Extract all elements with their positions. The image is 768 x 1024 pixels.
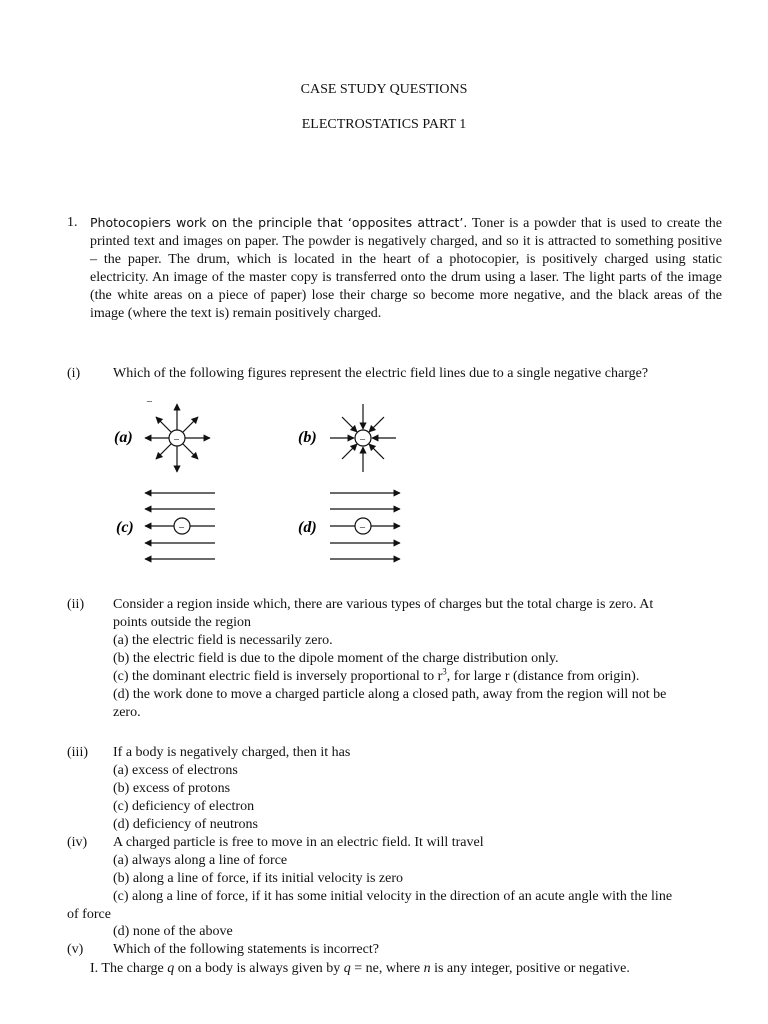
subquestion-label: (v) — [67, 942, 84, 957]
option-c-text-end: , for large r (distance from origin). — [446, 669, 640, 684]
figure-d-charge: – — [360, 522, 365, 533]
subquestion-label: (iii) — [67, 745, 88, 760]
option-a: (a) always along a line of force — [113, 853, 288, 868]
option-c-exponent: 3 — [442, 666, 447, 677]
figure-b — [298, 404, 396, 472]
passage-text: Toner is a powder that is used to create the printed text and images on paper. The powder is negatively charged, and so it is attracted to something positive – the paper. The drum, which is located in the heart of a photocopier, is positively charged using static electricity. An image of the master copy is transferred onto the drum using a laser. The light parts of the image (the white areas on a piece of paper) lose their charge so become more negative, and the black areas of the image (where the text is) remain positively charged. — [90, 216, 722, 321]
figure-d — [298, 493, 400, 559]
statement-text: = ne, where — [350, 961, 424, 976]
subquestion-text: Which of the following statements is incorrect? — [113, 942, 379, 957]
option-d: (d) the work done to move a charged particle along a closed path, away from the region will not be — [113, 687, 667, 702]
option-d-cont: zero. — [113, 705, 141, 720]
field-lines-figure — [100, 392, 440, 582]
page-subtitle: ELECTROSTATICS PART 1 — [301, 117, 467, 132]
statement-var: q — [167, 961, 175, 976]
option-d: (d) none of the above — [113, 924, 233, 939]
option-a: (a) the electric field is necessarily zero. — [113, 633, 333, 648]
option-c-cont: of force — [67, 907, 111, 922]
subquestion-text: If a body is negatively charged, then it has — [113, 745, 351, 760]
subquestion-label: (ii) — [67, 597, 85, 612]
subquestion-text: Consider a region inside which, there are various types of charges but the total charge is zero. At — [113, 597, 654, 612]
subquestion-text: A charged particle is free to move in an electric field. It will travel — [113, 835, 484, 850]
option-d: (d) deficiency of neutrons — [113, 817, 258, 832]
option-c-text: (c) the dominant electric field is inversely proportional to r — [113, 669, 443, 684]
subquestion-text: Which of the following figures represent the electric field lines due to a single negative charge? — [113, 366, 649, 381]
option-b: (b) along a line of force, if its initial velocity is zero — [113, 871, 404, 886]
figure-b-charge: – — [360, 434, 365, 445]
figure-b-label: (b) — [298, 429, 317, 446]
option-b: (b) excess of protons — [113, 781, 231, 796]
statement-text: is any integer, positive or negative. — [430, 961, 630, 976]
statement-1 — [90, 960, 630, 978]
figure-a-label: (a) — [114, 429, 133, 446]
option-b: (b) the electric field is due to the dipole moment of the charge distribution only. — [113, 651, 559, 666]
subquestion-label: (iv) — [67, 835, 88, 850]
figure-c-charge: – — [179, 522, 184, 533]
subquestion-label: (i) — [67, 366, 81, 381]
figure-d-label: (d) — [298, 519, 317, 536]
question-number: 1. — [67, 215, 78, 230]
figure-a-charge: – — [174, 434, 179, 445]
figure-a-sign: – — [147, 396, 152, 407]
figure-c — [116, 493, 215, 559]
option-c: (c) along a line of force, if it has some initial velocity in the direction of an acute angle with the line — [113, 889, 673, 904]
question-passage — [90, 214, 722, 323]
statement-var: q — [343, 961, 351, 976]
figure-a — [114, 396, 210, 472]
statement-text: on a body is always given by — [174, 961, 344, 976]
subquestion-text-cont: points outside the region — [113, 615, 252, 630]
figure-c-label: (c) — [116, 519, 134, 536]
option-c: (c) deficiency of electron — [113, 799, 255, 814]
option-c — [113, 668, 639, 686]
statement-var: n — [423, 961, 431, 976]
statement-text: I. The charge — [90, 961, 168, 976]
passage-lead: Photocopiers work on the principle that ‘opposites attract’. — [90, 215, 468, 230]
option-a: (a) excess of electrons — [113, 763, 238, 778]
page-title: CASE STUDY QUESTIONS — [300, 82, 468, 97]
